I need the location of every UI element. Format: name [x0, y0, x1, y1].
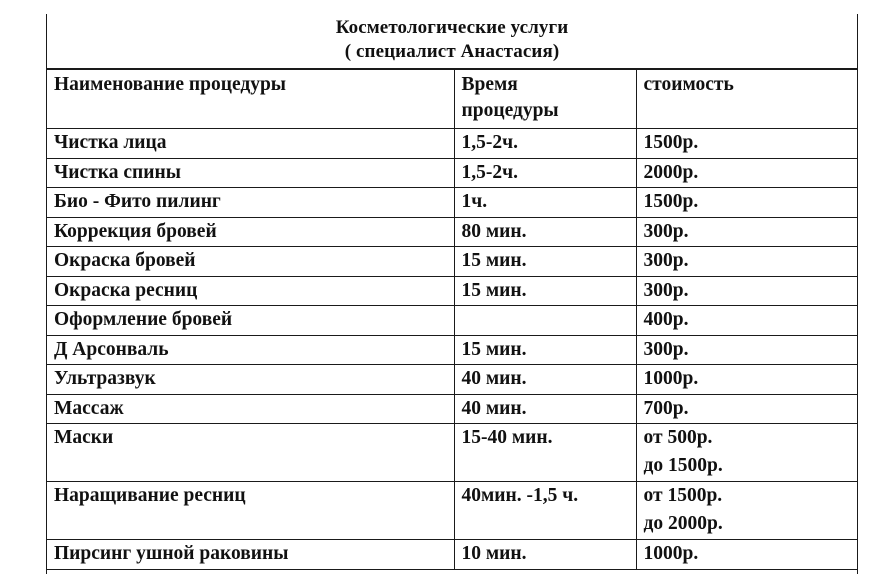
- procedure-time-cell: 40 мин.: [454, 394, 636, 424]
- procedure-name-cell: Окраска бровей: [47, 247, 454, 277]
- procedure-price-cell: [636, 158, 857, 188]
- price-line: до 1500р.: [643, 455, 723, 476]
- procedure-price-cell: [636, 335, 857, 365]
- procedure-time-cell: [454, 306, 636, 336]
- procedure-name-cell: Д Арсонваль: [47, 335, 454, 365]
- procedure-name-cell: Оформление бровей: [47, 306, 454, 336]
- price-list-document: [46, 14, 858, 574]
- price-line: 2000р.: [643, 161, 699, 183]
- price-line: до 2000р.: [643, 513, 723, 534]
- table-row: [47, 482, 857, 540]
- price-line: 300р.: [643, 338, 689, 360]
- procedure-price-cell: [636, 247, 857, 277]
- price-line: 1000р.: [643, 543, 699, 564]
- table-row: [47, 247, 857, 277]
- procedure-name-cell: Био - Фито пилинг: [47, 188, 454, 218]
- procedure-time-cell: 15-40 мин.: [454, 424, 636, 482]
- table-row: [47, 306, 857, 336]
- header-procedure-name: Наименование процедуры: [47, 70, 454, 129]
- header-price: стоимость: [636, 70, 857, 129]
- procedure-time-cell: 1,5-2ч.: [454, 129, 636, 159]
- procedure-time-cell: 1,5-2ч.: [454, 158, 636, 188]
- procedure-name-cell: Чистка спины: [47, 158, 454, 188]
- procedure-name-cell: Чистка лица: [47, 129, 454, 159]
- table-header-row: [47, 70, 857, 129]
- procedure-time-cell: 15 мин.: [454, 276, 636, 306]
- table-row: [47, 158, 857, 188]
- procedure-name-cell: Маски: [47, 424, 454, 482]
- procedure-time-cell: 80 мин.: [454, 217, 636, 247]
- procedure-name-cell: Наращивание ресниц: [47, 482, 454, 540]
- price-line: 1500р.: [643, 191, 699, 212]
- procedure-price-cell: [636, 482, 857, 540]
- header-procedure-time: [454, 70, 636, 129]
- procedure-name-cell: Окраска ресниц: [47, 276, 454, 306]
- procedure-time-cell: 1ч.: [454, 188, 636, 218]
- procedure-price-cell: [636, 129, 857, 159]
- table-row: [47, 129, 857, 159]
- table-row: [47, 276, 857, 306]
- procedure-name-cell: Массаж: [47, 394, 454, 424]
- procedure-name-cell: Коррекция бровей: [47, 217, 454, 247]
- price-line: 700р.: [643, 397, 689, 419]
- header-time-line-1: Время: [461, 74, 518, 95]
- procedure-time-cell: 15 мин.: [454, 247, 636, 277]
- price-line: 300р.: [643, 279, 689, 301]
- procedure-price-cell: [636, 540, 857, 570]
- price-line: 1500р.: [643, 132, 699, 153]
- table-row: [47, 217, 857, 247]
- procedure-price-cell: [636, 394, 857, 424]
- procedure-price-cell: [636, 306, 857, 336]
- table-row: [47, 424, 857, 482]
- procedure-price-cell: [636, 217, 857, 247]
- procedure-name-cell: Пирсинг ушной раковины: [47, 540, 454, 570]
- price-line: 400р.: [643, 309, 689, 330]
- title-line-2: ( специалист Анастасия): [344, 41, 560, 62]
- price-line: 300р.: [643, 250, 689, 271]
- document-title: [47, 14, 857, 69]
- price-line: 1000р.: [643, 368, 699, 389]
- price-line: 300р.: [643, 220, 689, 242]
- procedure-price-cell: [636, 424, 857, 482]
- procedure-price-cell: [636, 365, 857, 395]
- table-row: [47, 540, 857, 570]
- title-line-1: Косметологические услуги: [335, 17, 569, 38]
- price-line: от 500р.: [643, 427, 713, 448]
- table-row: [47, 394, 857, 424]
- procedure-price-cell: [636, 276, 857, 306]
- procedure-time-cell: 40 мин.: [454, 365, 636, 395]
- procedure-time-cell: 15 мин.: [454, 335, 636, 365]
- table-row: [47, 335, 857, 365]
- procedure-time-cell: 40мин. -1,5 ч.: [454, 482, 636, 540]
- procedure-time-cell: 10 мин.: [454, 540, 636, 570]
- header-time-line-2: процедуры: [461, 100, 559, 121]
- procedure-price-cell: [636, 188, 857, 218]
- procedure-name-cell: Ультразвук: [47, 365, 454, 395]
- table-row: [47, 365, 857, 395]
- services-table: [47, 69, 857, 570]
- price-line: от 1500р.: [643, 485, 723, 506]
- table-row: [47, 188, 857, 218]
